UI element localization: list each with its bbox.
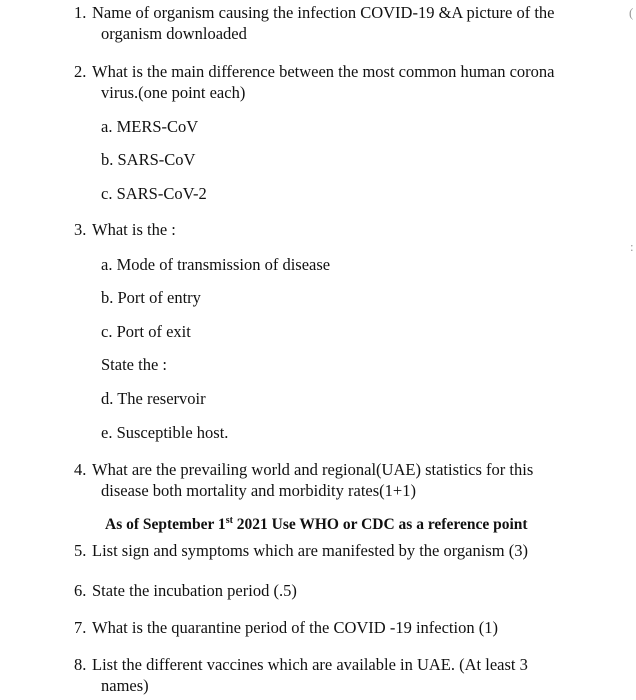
question-5-number: 5. — [74, 541, 87, 560]
question-7-number: 7. — [74, 618, 87, 637]
question-8-text-line-1: List the different vaccines which are available in UAE. (At least 3 — [92, 655, 528, 674]
question-2-subitem-c: c. SARS-CoV-2 — [101, 184, 207, 203]
cropped-edge-colon: : — [630, 239, 634, 254]
question-6-text: State the incubation period (.5) — [92, 581, 297, 600]
question-2-subitem-b: b. SARS-CoV — [101, 150, 196, 169]
question-4-text-line-1: What are the prevailing world and regional(UAE) statistics for this — [92, 460, 534, 479]
question-3-text-line-1: What is the : — [92, 220, 176, 239]
question-4-number: 4. — [74, 460, 87, 479]
cropped-edge-mark: ( — [629, 5, 634, 20]
question-2-text-line-1: What is the main difference between the most common human corona — [92, 62, 555, 81]
reference-note-source: 2021 Use WHO or CDC as a reference point — [232, 516, 528, 533]
question-3-subitem-a: a. Mode of transmission of disease — [101, 255, 331, 274]
question-3-subitem-e: e. Susceptible host. — [101, 423, 229, 442]
question-3-subitem-d: d. The reservoir — [101, 389, 206, 408]
question-8-number: 8. — [74, 655, 87, 674]
reference-note-superscript: st — [225, 514, 233, 526]
question-3-subitem-c: c. Port of exit — [101, 322, 191, 341]
question-3-state-label: State the : — [101, 355, 167, 374]
reference-note-date: As of September 1 — [105, 516, 226, 533]
question-2-subitem-a: a. MERS-CoV — [101, 117, 199, 136]
question-5-text: List sign and symptoms which are manifested by the organism (3) — [92, 541, 528, 560]
question-1-text-line-2: organism downloaded — [101, 24, 247, 43]
question-3-number: 3. — [74, 220, 87, 239]
question-8-text-line-2: names) — [101, 676, 149, 695]
question-3-subitem-b: b. Port of entry — [101, 288, 201, 307]
question-2-number: 2. — [74, 62, 87, 81]
question-4-text-line-2: disease both mortality and morbidity rates(1+1) — [101, 481, 416, 500]
reference-note — [105, 514, 528, 535]
question-2-text-line-2: virus.(one point each) — [101, 83, 246, 102]
question-6-number: 6. — [74, 581, 87, 600]
question-1-text-line-1: Name of organism causing the infection COVID-19 &A picture of the — [92, 3, 555, 22]
question-1-number: 1. — [74, 3, 87, 22]
question-7-text: What is the quarantine period of the COVID -19 infection (1) — [92, 618, 498, 637]
